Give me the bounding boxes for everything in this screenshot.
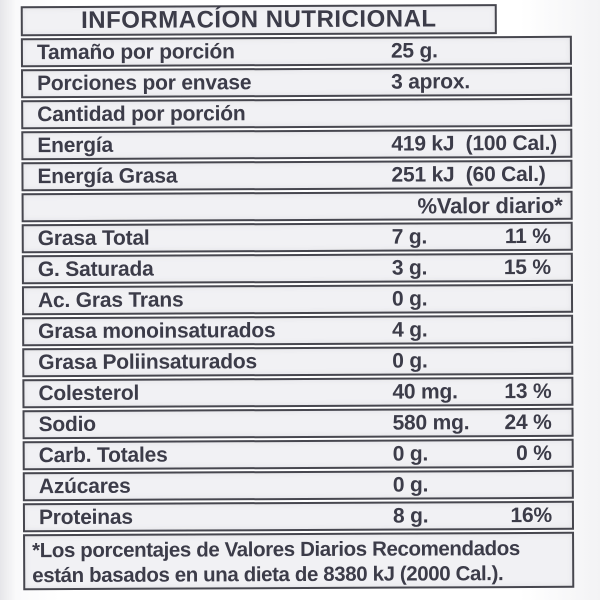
table-row-total-carbs bbox=[23, 439, 574, 470]
row-label: Grasa Poliinsaturados bbox=[38, 349, 258, 374]
table-row-saturated-fat bbox=[22, 253, 573, 284]
table-row-serving-size bbox=[21, 36, 572, 67]
row-value: 0 g. bbox=[391, 286, 428, 311]
row-value: 580 mg. bbox=[392, 410, 470, 435]
row-value: 0 g. bbox=[392, 472, 429, 497]
table-row-total-fat bbox=[22, 222, 573, 253]
row-label: Carb. Totales bbox=[38, 443, 168, 467]
label-title: INFORMACÍON NUTRICIONAL bbox=[21, 4, 497, 36]
table-row-servings-per-container bbox=[21, 67, 572, 98]
table-row-trans-fat bbox=[22, 284, 573, 315]
table-row-cholesterol bbox=[22, 377, 573, 408]
row-value: 419 kJ (100 Cal.) bbox=[391, 131, 558, 156]
row-label: Energía Grasa bbox=[37, 164, 178, 188]
row-value: 251 kJ (60 Cal.) bbox=[391, 162, 546, 187]
table-row-polyunsaturated-fat bbox=[22, 346, 573, 377]
row-value: 40 mg. bbox=[392, 379, 458, 404]
row-label: Ac. Gras Trans bbox=[37, 287, 184, 312]
daily-value-header: %Valor diario* bbox=[417, 192, 563, 218]
row-daily-pct: 13 % bbox=[504, 379, 552, 403]
table-row-sodium bbox=[22, 408, 573, 439]
table-row-amount-per-serving bbox=[21, 98, 572, 129]
row-value: 25 g. bbox=[390, 38, 438, 63]
row-label: Cantidad por porción bbox=[37, 101, 246, 126]
nutrition-facts-label bbox=[21, 4, 575, 590]
table-row-energy bbox=[21, 129, 572, 160]
row-daily-pct: 0 % bbox=[516, 441, 552, 465]
row-label: Energía bbox=[37, 133, 114, 157]
row-label: Proteinas bbox=[38, 505, 133, 529]
row-value: 4 g. bbox=[392, 317, 428, 342]
row-daily-pct: 24 % bbox=[504, 410, 552, 434]
footnote bbox=[23, 532, 574, 590]
row-daily-pct: 16% bbox=[510, 503, 553, 527]
footnote-line-2: están basados en una dieta de 8380 kJ (2000 Cal.). bbox=[32, 562, 504, 588]
row-label: G. Saturada bbox=[37, 257, 154, 281]
row-label: Grasa monoinsaturados bbox=[38, 318, 276, 343]
row-daily-pct: 15 % bbox=[503, 255, 551, 279]
row-label: Colesterol bbox=[38, 381, 140, 405]
row-label: Sodio bbox=[38, 412, 96, 436]
row-value: 8 g. bbox=[392, 503, 429, 528]
daily-value-header-row bbox=[22, 191, 573, 222]
footnote-line-1: *Los porcentajes de Valores Diarios Recomendados bbox=[32, 537, 520, 563]
row-label: Tamaño por porción bbox=[36, 39, 235, 64]
row-label: Porciones por envase bbox=[37, 70, 252, 95]
row-value: 3 aprox. bbox=[391, 69, 471, 94]
row-value: 3 g. bbox=[391, 255, 428, 280]
row-label: Azúcares bbox=[38, 474, 131, 498]
table-row-protein bbox=[23, 501, 574, 532]
table-row-sugars bbox=[23, 470, 574, 501]
table-row-energy-from-fat bbox=[21, 160, 572, 191]
row-daily-pct: 11 % bbox=[504, 224, 551, 248]
row-value: 7 g. bbox=[391, 224, 428, 249]
row-label: Grasa Total bbox=[37, 226, 150, 250]
table-row-monounsaturated-fat bbox=[22, 315, 573, 346]
row-value: 0 g. bbox=[392, 441, 429, 466]
row-value: 0 g. bbox=[392, 348, 428, 373]
